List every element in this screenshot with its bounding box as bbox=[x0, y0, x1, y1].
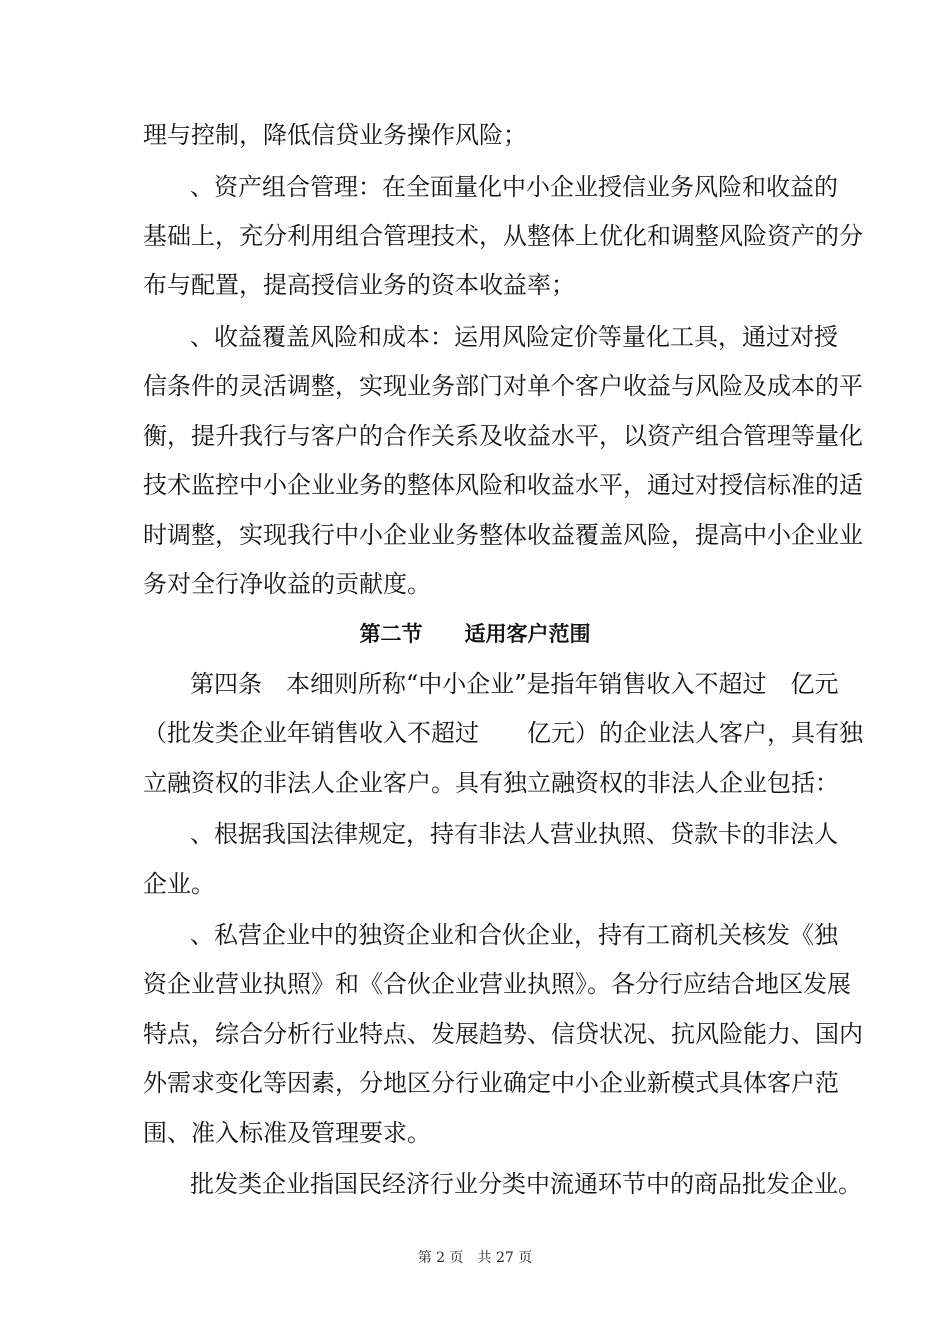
paragraph-line: （批发类企业年销售收入不超过 亿元）的企业法人客户，具有独 bbox=[143, 719, 863, 747]
paragraph-line: 、根据我国法律规定，持有非法人营业执照、贷款卡的非法人 bbox=[190, 820, 838, 848]
paragraph-line: 、资产组合管理：在全面量化中小企业授信业务风险和收益的 bbox=[190, 173, 838, 201]
paragraph-line: 基础上，充分利用组合管理技术，从整体上优化和调整风险资产的分 bbox=[143, 222, 863, 250]
paragraph-line: 立融资权的非法人企业客户。具有独立融资权的非法人企业包括： bbox=[143, 769, 839, 797]
paragraph-line: 衡，提升我行与客户的合作关系及收益水平，以资产组合管理等量化 bbox=[143, 422, 863, 450]
paragraph-line: 资企业营业执照》和《合伙企业营业执照》。各分行应结合地区发展 bbox=[143, 970, 851, 998]
paragraph-line: 、私营企业中的独资企业和合伙企业，持有工商机关核发《独 bbox=[190, 921, 838, 949]
page-footer: 第 2 页 共 27 页 bbox=[417, 1250, 533, 1266]
paragraph-line: 时调整，实现我行中小企业业务整体收益覆盖风险，提高中小企业业 bbox=[143, 521, 863, 549]
paragraph-line: 理与控制，降低信贷业务操作风险； bbox=[143, 121, 527, 149]
paragraph-line: 批发类企业指国民经济行业分类中流通环节中的商品批发企业。 bbox=[190, 1170, 862, 1198]
paragraph-line: 布与配置，提高授信业务的资本收益率； bbox=[143, 271, 575, 299]
paragraph-line: 技术监控中小企业业务的整体风险和收益水平，通过对授信标准的适 bbox=[143, 471, 863, 499]
paragraph-line: 、收益覆盖风险和成本：运用风险定价等量化工具，通过对授 bbox=[190, 323, 838, 351]
paragraph-line: 特点，综合分析行业特点、发展趋势、信贷状况、抗风险能力、国内 bbox=[143, 1020, 863, 1048]
paragraph-line: 第四条 本细则所称“中小企业”是指年销售收入不超过 亿元 bbox=[190, 670, 839, 698]
paragraph-line: 围、准入标准及管理要求。 bbox=[143, 1119, 431, 1147]
paragraph-line: 务对全行净收益的贡献度。 bbox=[143, 570, 431, 598]
paragraph-line: 企业。 bbox=[143, 870, 215, 898]
paragraph-line: 外需求变化等因素，分地区分行业确定中小企业新模式具体客户范 bbox=[143, 1069, 839, 1097]
section-heading: 第二节 适用客户范围 bbox=[359, 622, 591, 646]
paragraph-line: 信条件的灵活调整，实现业务部门对单个客户收益与风险及成本的平 bbox=[143, 372, 863, 400]
